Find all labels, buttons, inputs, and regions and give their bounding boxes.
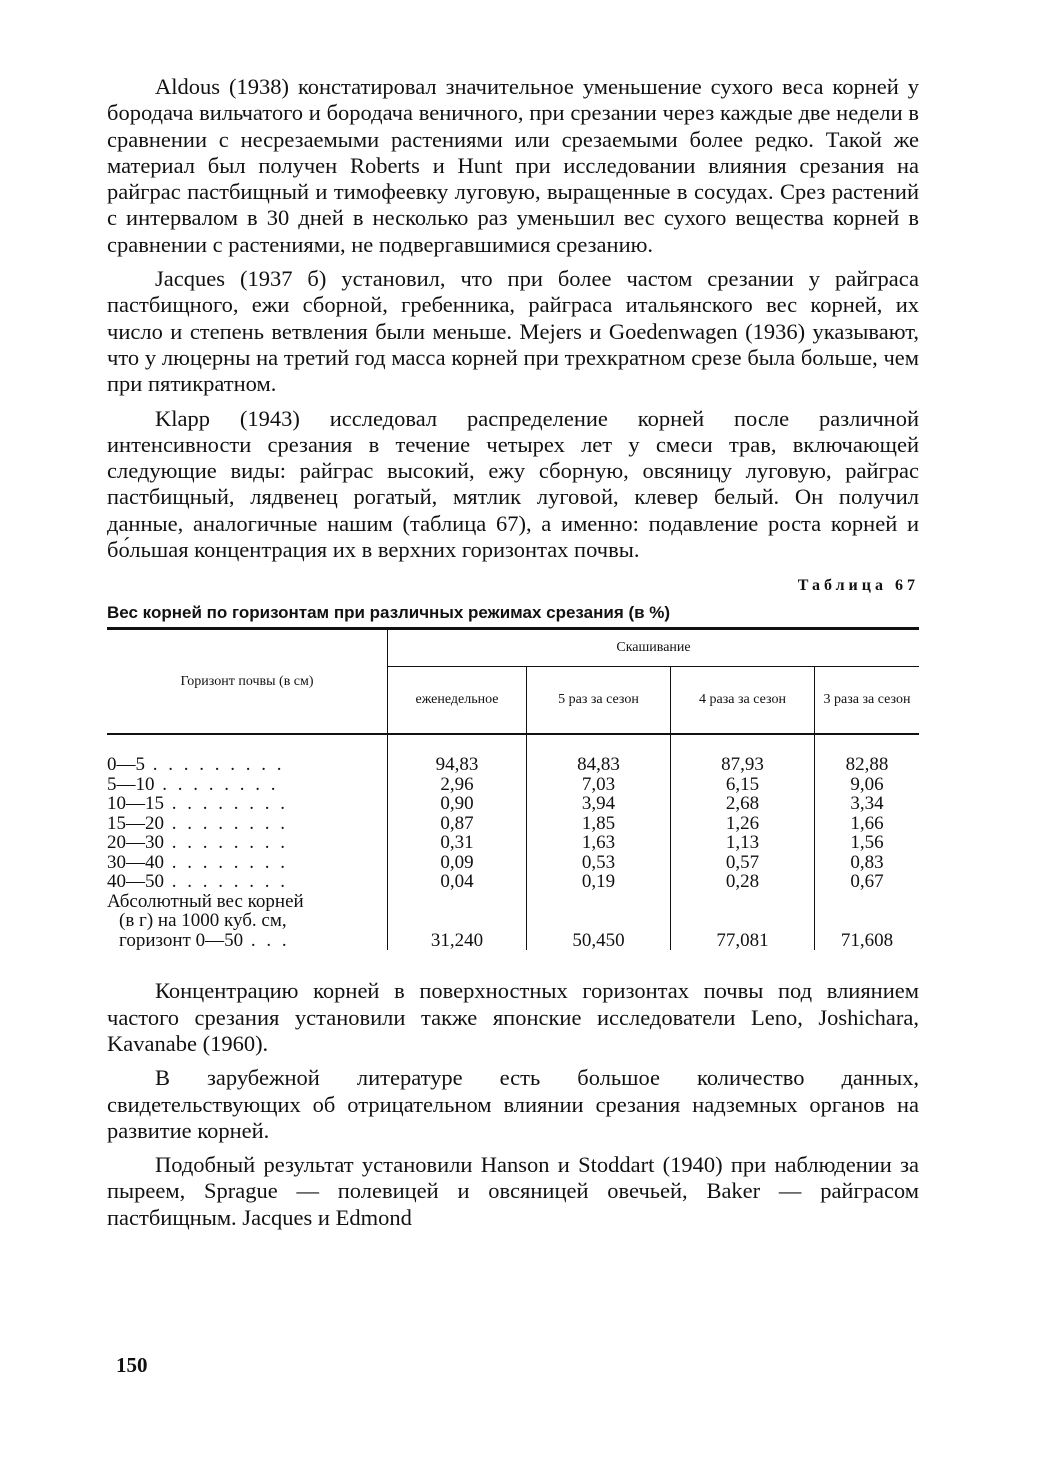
table-row: 0—5 . . . . . . . . . 94,83 84,83 87,93 82,88 — [107, 755, 919, 775]
header-col: 5 раз за сезон — [527, 667, 671, 735]
cell: 31,240 — [430, 929, 484, 951]
table-number: Таблица 67 — [797, 577, 919, 595]
header-col: 3 раза за сезон — [815, 667, 920, 735]
cell: 0,67 — [850, 871, 884, 893]
table-row: 30—40 . . . . . . . . 0,09 0,53 0,57 0,83 — [107, 853, 919, 873]
cell: 87,93 — [671, 755, 815, 775]
page-body — [107, 74, 919, 1231]
table-row: 5—10 . . . . . . . . 2,96 7,03 6,15 9,06 — [107, 775, 919, 795]
paragraph: Jacques (1937 б) установил, что при более частом срезании у райграса пастбищного, ежи сборной, гребенника, райграса итальянского вес корней, их число и степень ветвления были меньше. Mejers и Goedenwagen (1936) указывают, что у люцерны на третий год масса корней при трехкратном срезе была больше, чем при пятикратном. — [107, 266, 919, 397]
cell: 0,87 — [388, 814, 527, 834]
cell: 6,15 — [671, 775, 815, 795]
table-row: 20—30 . . . . . . . . 0,31 1,63 1,13 1,56 — [107, 833, 919, 853]
cell: 77,081 — [716, 929, 769, 951]
cell: 7,03 — [527, 775, 671, 795]
cell: 3,34 — [850, 793, 884, 815]
row-label: (в г) на 1000 куб. см, — [119, 910, 287, 932]
row-label: 10—15 — [107, 793, 164, 815]
cell: 2,68 — [671, 794, 815, 814]
cell: 0,19 — [527, 872, 671, 892]
cell: 1,56 — [850, 832, 884, 854]
page-number: 150 — [116, 1353, 148, 1377]
header-col: 4 раза за сезон — [671, 667, 815, 735]
cell: 71,608 — [840, 929, 894, 951]
cell: 0,28 — [671, 872, 815, 892]
table-row-absolute: Абсолютный вес корней (в г) на 1000 куб. см, горизонт 0—50 . . . 31,240 50,450 77,081 71,608 — [107, 892, 919, 951]
paragraph: В зарубежной литературе есть большое количество данных, свидетельствующих об отрицательном влиянии срезания надземных органов на развитие корней. — [107, 1065, 919, 1143]
data-table — [107, 627, 919, 950]
table-row: 10—15 . . . . . . . . 0,90 3,94 2,68 3,34 — [107, 794, 919, 814]
cell: 82,88 — [845, 754, 889, 776]
table-title: Вес корней по горизонтам при различных режимах срезания (в %) — [107, 603, 671, 623]
header-col: еженедельное — [388, 667, 527, 735]
cell: 84,83 — [527, 755, 671, 775]
row-label: 40—50 — [107, 871, 164, 893]
paragraph: Подобный результат установили Hanson и Stoddart (1940) при наблюдении за пыреем, Sprague — полевицей и овсяницей овечьей, Baker — райграсом пастбищным. Jacques и Edmond — [107, 1152, 919, 1230]
cell: 1,66 — [850, 812, 884, 834]
cell: 0,04 — [388, 872, 527, 892]
cell: 0,83 — [850, 851, 884, 873]
cell: 0,09 — [388, 853, 527, 873]
paragraph: Концентрацию корней в поверхностных горизонтах почвы под влиянием частого срезания установили также японские исследователи Leno, Joshichara, Kavanabe (1960). — [107, 978, 919, 1056]
cell: 1,26 — [671, 814, 815, 834]
table-row: 40—50 . . . . . . . . 0,04 0,19 0,28 0,67 — [107, 872, 919, 892]
cell: 0,53 — [527, 853, 671, 873]
row-label: 5—10 — [107, 773, 155, 795]
row-label: 15—20 — [107, 812, 164, 834]
cell: 0,31 — [388, 833, 527, 853]
cell: 1,13 — [671, 833, 815, 853]
cell: 0,57 — [671, 853, 815, 873]
row-label: 0—5 — [107, 754, 145, 776]
paragraph: Aldous (1938) констатировал значительное уменьшение сухого веса корней у бородача вильчатого и бородача веничного, при срезании через каждые две недели в сравнении с несрезаемыми растениями или срезаемыми более редко. Такой же материал был получен Roberts и Hunt при исследовании влияния срезания на райграс пастбищный и тимофеевку луговую, выращенные в сосудах. Срез растений с интервалом в 30 дней в несколько раз уменьшил вес сухого вещества корней в сравнении с растениями, не подвергавшимися срезанию. — [107, 74, 919, 257]
cell: 1,85 — [527, 814, 671, 834]
header-group: Скашивание — [388, 629, 920, 667]
cell: 50,450 — [572, 929, 625, 951]
row-label: 20—30 — [107, 832, 164, 854]
table-row: 15—20 . . . . . . . . 0,87 1,85 1,26 1,66 — [107, 814, 919, 834]
row-label: горизонт 0—50 — [119, 929, 244, 951]
cell: 0,90 — [388, 794, 527, 814]
cell: 1,63 — [527, 833, 671, 853]
cell: 94,83 — [388, 755, 527, 775]
cell: 9,06 — [850, 773, 884, 795]
header-horizon: Горизонт почвы (в см) — [107, 629, 388, 735]
cell: 2,96 — [388, 775, 527, 795]
row-label: Абсолютный вес корней — [107, 890, 304, 912]
paragraph: Klapp (1943) исследовал распределение корней после различной интенсивности срезания в течение четырех лет у смеси трав, включающей следующие виды: райграс высокий, ежу сборную, овсяницу луговую, райграс пастбищный, лядвенец рогатый, мятлик луговой, клевер белый. Он получил данные, аналогичные нашим (таблица 67), а именно: подавление роста корней и бо́льшая концентрация их в верхних горизонтах почвы. — [107, 405, 919, 563]
row-label: 30—40 — [107, 851, 164, 873]
cell: 3,94 — [527, 794, 671, 814]
